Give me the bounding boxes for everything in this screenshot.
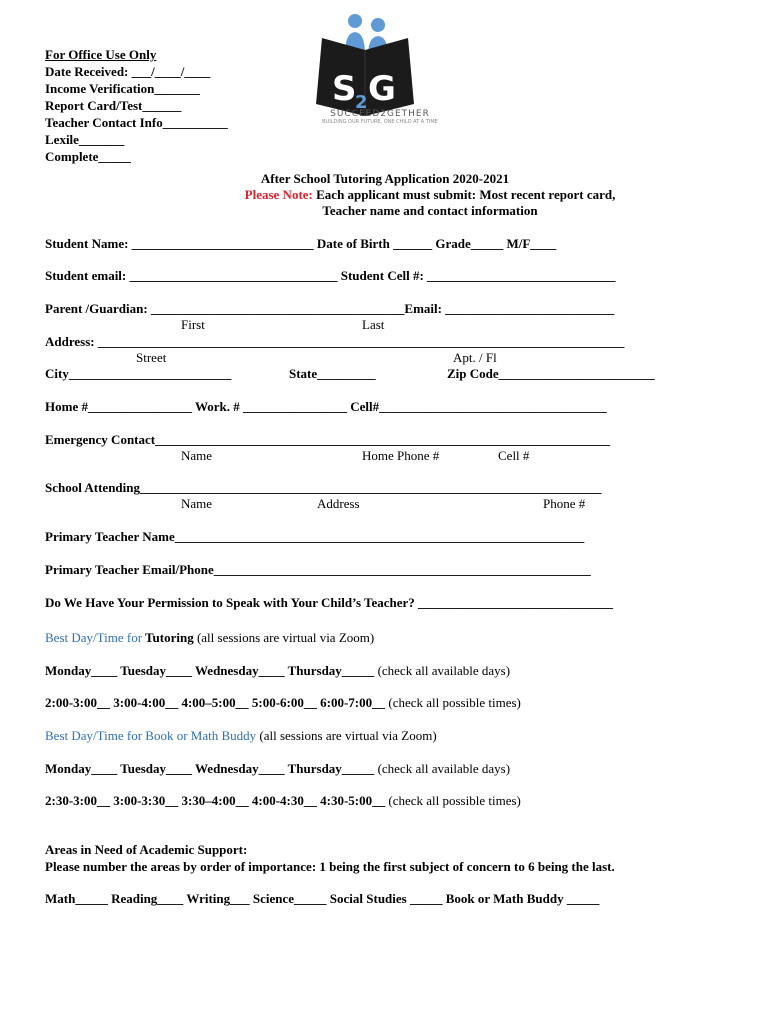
buddy-days-row[interactable] (45, 761, 510, 777)
emergency-contact-row[interactable]: Emergency Contact______________________________________________________________________ (45, 432, 611, 447)
tutoring-label-blue: Best Day/Time for (45, 630, 143, 645)
buddy-label-rest: (all sessions are virtual via Zoom) (256, 728, 437, 743)
tutoring-days-note: (check all available days) (374, 663, 511, 678)
tutoring-label-bold: Tutoring (142, 630, 194, 645)
address-row[interactable]: Address: _________________________________________________________________________________ (45, 334, 625, 349)
please-note (0, 187, 770, 203)
report-card-field[interactable]: Report Card/Test______ (45, 98, 182, 113)
parent-last-label: Last (362, 317, 385, 332)
emergency-cell-label: Cell # (498, 448, 530, 463)
support-heading: Areas in Need of Academic Support: (45, 842, 248, 857)
logo-tagline: BUILDING OUR FUTURE, ONE CHILD AT A TIME (322, 119, 438, 125)
support-instruction: Please number the areas by order of importance: 1 being the first subject of concern to 6 being the last. (45, 859, 615, 874)
street-label: Street (136, 350, 167, 365)
complete-field[interactable]: Complete_____ (45, 149, 131, 164)
please-note-label: Please Note: (244, 187, 313, 202)
teacher-name-row[interactable]: Primary Teacher Name_______________________________________________________________ (45, 529, 585, 544)
state-field[interactable]: State_________ (289, 366, 376, 381)
teacher-contact-field[interactable]: Teacher Contact Info__________ (45, 115, 228, 130)
form-title: After School Tutoring Application 2020-2021 (260, 171, 510, 186)
city-field[interactable]: City_________________________ (45, 366, 232, 381)
income-verification-field[interactable]: Income Verification_______ (45, 81, 200, 96)
tutoring-days[interactable]: Monday____ Tuesday____ Wednesday____ Thursday_____ (45, 663, 375, 678)
school-name-label: Name (181, 496, 213, 511)
buddy-label-blue: Best Day/Time for Book or Math Buddy (45, 728, 257, 743)
tutoring-times-row[interactable] (45, 695, 521, 711)
student-name-row[interactable]: Student Name: ____________________________ Date of Birth ______ Grade_____ M/F____ (45, 236, 557, 251)
svg-text:S: S (332, 69, 357, 109)
zip-field[interactable]: Zip Code________________________ (447, 366, 655, 381)
please-note-line2: Teacher name and contact information (322, 203, 538, 218)
logo-name: SUCCEED2GETHER (330, 109, 430, 119)
lexile-field[interactable]: Lexile_______ (45, 132, 125, 147)
student-email-row[interactable]: Student email: ________________________________ Student Cell #: _____________________________ (45, 268, 616, 283)
school-address-label: Address (317, 496, 360, 511)
support-subjects-row[interactable]: Math_____ Reading____ Writing___ Science_____ Social Studies _____ Book or Math Buddy _____ (45, 891, 600, 906)
please-note-text: Each applicant must submit: Most recent report card, (312, 187, 616, 202)
emergency-name-label: Name (181, 448, 213, 463)
tutoring-times[interactable]: 2:00-3:00__ 3:00-4:00__ 4:00–5:00__ 5:00-6:00__ 6:00-7:00__ (45, 695, 386, 710)
tutoring-times-note: (check all possible times) (385, 695, 521, 710)
svg-text:2: 2 (355, 92, 368, 113)
parent-first-label: First (181, 317, 205, 332)
buddy-heading (45, 728, 437, 744)
teacher-email-row[interactable]: Primary Teacher Email/Phone__________________________________________________________ (45, 562, 591, 577)
school-phone-label: Phone # (543, 496, 586, 511)
tutoring-days-row[interactable] (45, 663, 510, 679)
buddy-times-row[interactable] (45, 793, 521, 809)
parent-row[interactable]: Parent /Guardian: _______________________________________Email: __________________________ (45, 301, 615, 316)
apt-label: Apt. / Fl (453, 350, 497, 365)
permission-row[interactable]: Do We Have Your Permission to Speak with Your Child’s Teacher? ______________________________ (45, 595, 614, 610)
date-received-field[interactable]: Date Received: ___/____/____ (45, 64, 211, 79)
office-use-heading: For Office Use Only (45, 47, 157, 62)
buddy-times-note: (check all possible times) (385, 793, 521, 808)
emergency-home-label: Home Phone # (362, 448, 440, 463)
tutoring-label-rest: (all sessions are virtual via Zoom) (193, 630, 375, 645)
buddy-days[interactable]: Monday____ Tuesday____ Wednesday____ Thursday_____ (45, 761, 375, 776)
school-attending-row[interactable]: School Attending_______________________________________________________________________ (45, 480, 602, 495)
buddy-days-note: (check all available days) (374, 761, 511, 776)
tutoring-heading (45, 630, 374, 646)
phones-row[interactable]: Home #________________ Work. # ________________ Cell#___________________________________ (45, 399, 607, 414)
buddy-times[interactable]: 2:30-3:00__ 3:00-3:30__ 3:30–4:00__ 4:00-4:30__ 4:30-5:00__ (45, 793, 386, 808)
svg-text:G: G (368, 69, 396, 109)
